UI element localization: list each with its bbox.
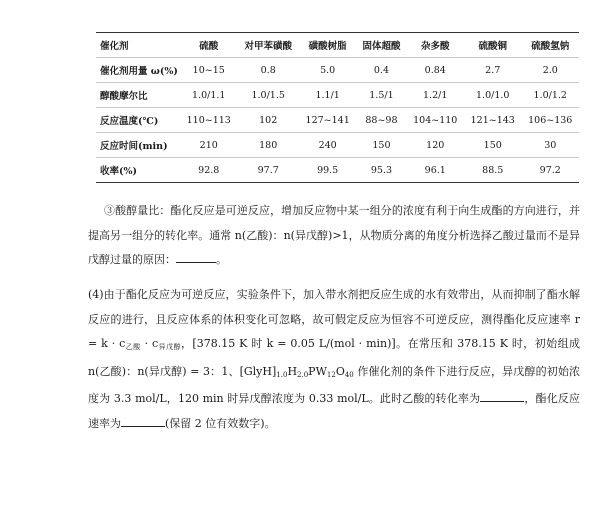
table-cell: 0.8 [238,58,299,83]
header-cell: 固体超酸 [356,33,406,58]
header-cell: 磺酸树脂 [299,33,357,58]
table-cell: 1.1/1 [299,83,357,108]
subscript: 异戊醇 [158,343,181,351]
table-cell: 5.0 [299,58,357,83]
table-cell: 150 [464,133,522,158]
table-cell: 1.0/1.0 [464,83,522,108]
answer-blank-conversion[interactable] [480,391,524,402]
answer-blank[interactable] [176,252,216,263]
text-segment: ，酯化反应速率为 [88,392,580,430]
table-cell: 88.5 [464,158,522,183]
text-segment: (保留 2 位有效数字)。 [165,416,276,430]
table-cell: 97.2 [521,158,579,183]
table-cell: 97.7 [238,158,299,183]
table-cell: 127~141 [299,108,357,133]
table-cell: 1.5/1 [356,83,406,108]
text-segment: ，[378.15 K 时 k = 0.05 L/(mol · min)]。在常压和 378.15 K 时，初始组成 n(乙酸)：n(异戊醇) = 3：1、[GlyH] [88,337,581,378]
table-cell: 10~15 [180,58,238,83]
table-cell: 180 [238,133,299,158]
header-cell: 催化剂 [96,33,180,58]
table-cell: 102 [238,108,299,133]
table-cell: 240 [299,133,357,158]
table-row [96,58,579,83]
table-cell: 1.0/1.2 [521,83,579,108]
subscript: 40 [344,370,354,379]
table-cell: 1.0/1.1 [180,83,238,108]
subscript: 乙酸 [125,343,141,351]
row-label: 醇酸摩尔比 [96,83,180,108]
header-cell: 硫酸氢钠 [521,33,579,58]
table-cell: 106~136 [521,108,579,133]
table-row [96,83,579,108]
catalyst-table [96,32,579,183]
table-row [96,158,579,183]
row-label: 收率(%) [96,158,180,183]
table-row [96,133,579,158]
row-label: 反应时间(min) [96,133,180,158]
table-cell: 0.4 [356,58,406,83]
table-cell: 110~113 [180,108,238,133]
text-segment: (4)由于酯化反应为可逆反应，实验条件下，加入带水剂把反应生成的水有效带出，从而抑制了酯水解反应的进行，且反应体系的体积变化可忽略，故可假定反应为恒容不可逆反应，测得酯化反应速率 r = k · c [88,288,580,350]
text-segment: O [335,364,345,378]
table-cell: 210 [180,133,238,158]
table-cell: 96.1 [406,158,464,183]
paragraph-acid-alcohol-ratio [88,199,580,273]
subscript: 1.0 [276,370,288,379]
text-segment: 作催化剂的条件下进行反应，异戊醇的初始浓度为 3.3 mol/L，120 min 时异戊醇浓度为 0.33 mol/L。此时乙酸的转化率为 [88,364,580,405]
text-segment: · c [140,337,159,350]
header-cell: 对甲苯磺酸 [238,33,299,58]
table-cell: 99.5 [299,158,357,183]
table-cell: 2.7 [464,58,522,83]
text-segment: H [287,364,298,378]
table-cell: 121~143 [464,108,522,133]
text-segment: 。 [216,253,227,266]
answer-blank-rate[interactable] [121,416,165,427]
table-cell: 1.0/1.5 [238,83,299,108]
text-segment: PW [308,364,327,378]
header-cell: 硫酸铜 [464,33,522,58]
header-cell: 硫酸 [180,33,238,58]
header-cell: 杂多酸 [406,33,464,58]
row-label: 反应温度(℃) [96,108,180,133]
table-cell: 88~98 [356,108,406,133]
table-header-row [96,33,579,58]
table-cell: 30 [521,133,579,158]
paragraph-question-4 [88,283,580,436]
row-label: 催化剂用量 ω(%) [96,58,180,83]
table-cell: 1.2/1 [406,83,464,108]
table-cell: 120 [406,133,464,158]
table-cell: 2.0 [521,58,579,83]
subscript: 2.0 [297,370,309,379]
text-segment: ③酸醇量比：酯化反应是可逆反应，增加反应物中某一组分的浓度有利于向生成酯的方向进行，并提高另一组分的转化率。通常 n(乙酸)：n(异戊醇)>1，从物质分离的角度分析选择乙酸过量而不是异戊醇过量的原因： [88,204,580,266]
table-row [96,108,579,133]
table-cell: 92.8 [180,158,238,183]
subscript: 12 [326,370,336,379]
table-cell: 95.3 [356,158,406,183]
table-cell: 150 [356,133,406,158]
table-cell: 104~110 [406,108,464,133]
table-cell: 0.84 [406,58,464,83]
